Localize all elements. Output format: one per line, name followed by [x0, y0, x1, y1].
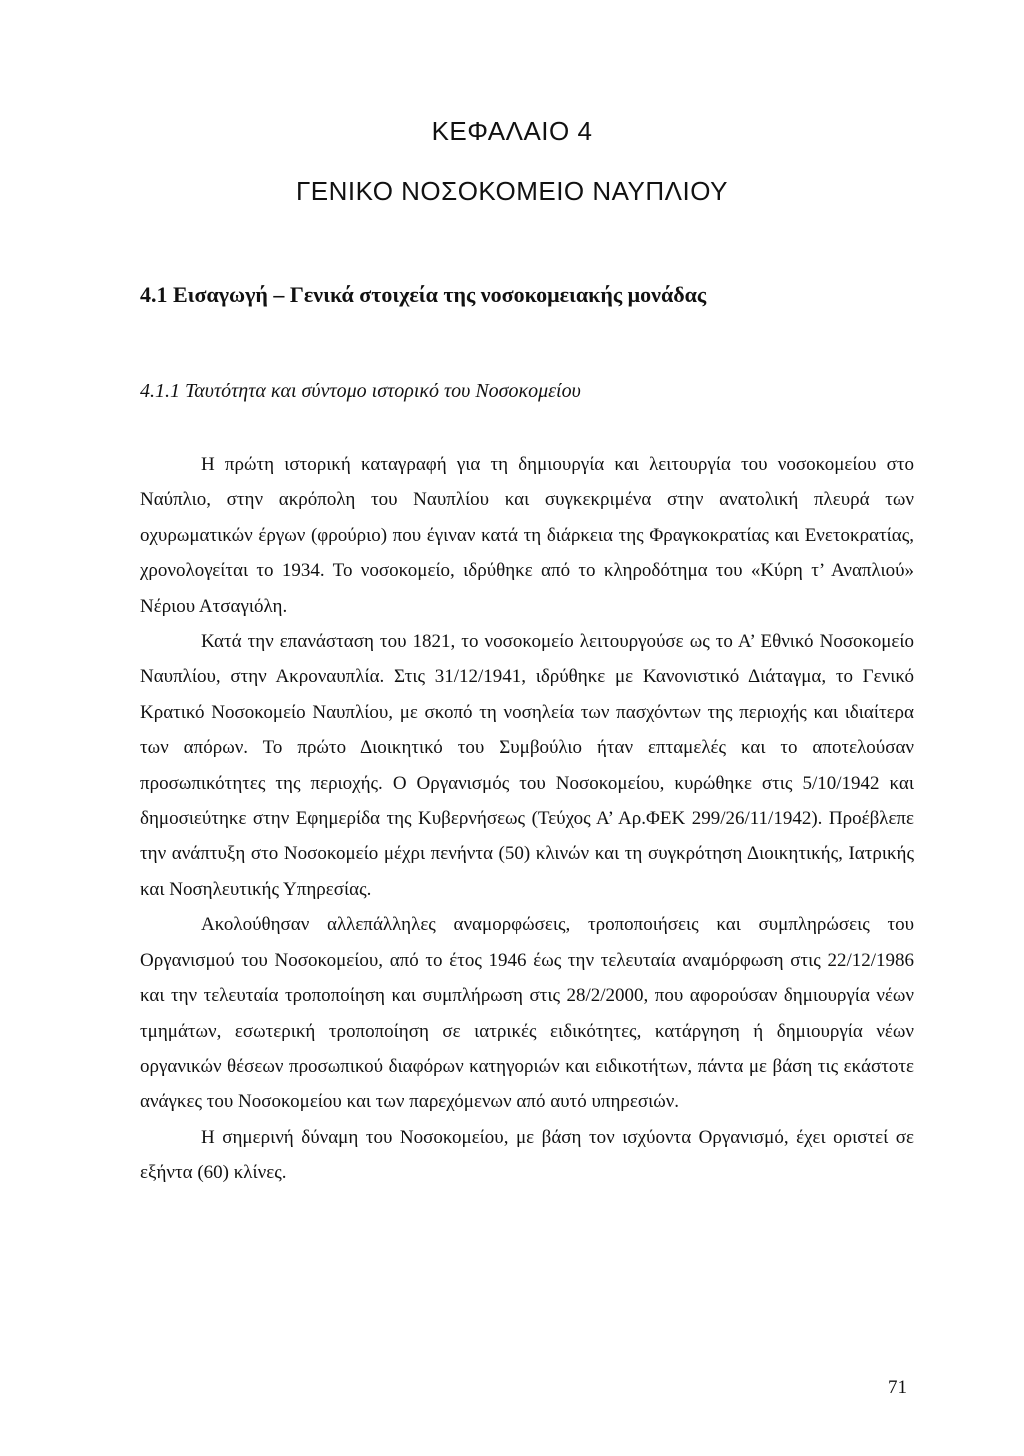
paragraph: Ακολούθησαν αλλεπάλληλες αναμορφώσεις, τροποποιήσεις και συμπληρώσεις του Οργανισμού του Νοσοκομείου, από το έτος 1946 έως την τελευταία αναμόρφωση στις 22/12/1986 και την τελευταία τροποποίηση και συμπλήρωση στις 28/2/2000, που αφορούσαν δημιουργία νέων τμημάτων, εσωτερική τροποποίηση σε ιατρικές ειδικότητες, κατάργηση ή δημιουργία νέων οργανικών θέσεων προσωπικού διαφόρων κατηγοριών και ειδικοτήτων, πάντα με βάση τις εκάστοτε ανάγκες του Νοσοκομείου και των παρεχόμενων από αυτό υπηρεσιών.: [140, 914, 914, 1113]
paragraph: Η πρώτη ιστορική καταγραφή για τη δημιουργία και λειτουργία του νοσοκομείου στο Ναύπλιο, στην ακρόπολη του Ναυπλίου και συγκεκριμένα στην ανατολική πλευρά των οχυρωματικών έργων (φρούριο) που έγιναν κατά τη διάρκεια της Φραγκοκρατίας και Ενετοκρατίας, χρονολογείται το 1934. Το νοσοκομείο, ιδρύθηκε από το κληροδότημα του «Κύρη τ’ Αναπλιού» Νέριου Ατσαγιόλη.: [140, 454, 914, 617]
chapter-number: ΚΕΦΑΛΑΙΟ 4: [431, 116, 593, 146]
subsection-heading: 4.1.1 Ταυτότητα και σύντομο ιστορικό του Νοσοκομείου: [140, 380, 581, 402]
paragraph: Η σημερινή δύναμη του Νοσοκομείου, με βάση τον ισχύοντα Οργανισμό, έχει οριστεί σε εξήντα (60) κλίνες.: [140, 1126, 914, 1184]
section-heading: 4.1 Εισαγωγή – Γενικά στοιχεία της νοσοκομειακής μονάδας: [140, 282, 707, 307]
chapter-title: ΓΕΝΙΚΟ ΝΟΣΟΚΟΜΕΙΟ ΝΑΥΠΛΙΟΥ: [295, 176, 728, 206]
paragraph: Κατά την επανάσταση του 1821, το νοσοκομείο λειτουργούσε ως το Α’ Εθνικό Νοσοκομείο Ναυπλίου, στην Ακροναυπλία. Στις 31/12/1941, ιδρύθηκε με Κανονιστικό Διάταγμα, το Γενικό Κρατικό Νοσοκομείο Ναυπλίου, με σκοπό τη νοσηλεία των πασχόντων της περιοχής και ιδιαίτερα των απόρων. Το πρώτο Διοικητικό του Συμβούλιο ήταν επταμελές και το αποτελούσαν προσωπικότητες της περιοχής. Ο Οργανισμός του Νοσοκομείου, κυρώθηκε στις 5/10/1942 και δημοσιεύτηκε στην Εφημερίδα της Κυβερνήσεως (Τεύχος Α’ Αρ.ΦΕΚ 299/26/11/1942). Προέβλεπε την ανάπτυξη στο Νοσοκομείο μέχρι πενήντα (50) κλινών και τη συγκρότηση Διοικητικής, Ιατρικής και Νοσηλευτικής Υπηρεσίας.: [140, 631, 914, 900]
body-text: [140, 447, 914, 1191]
page-number: 71: [888, 1377, 907, 1398]
